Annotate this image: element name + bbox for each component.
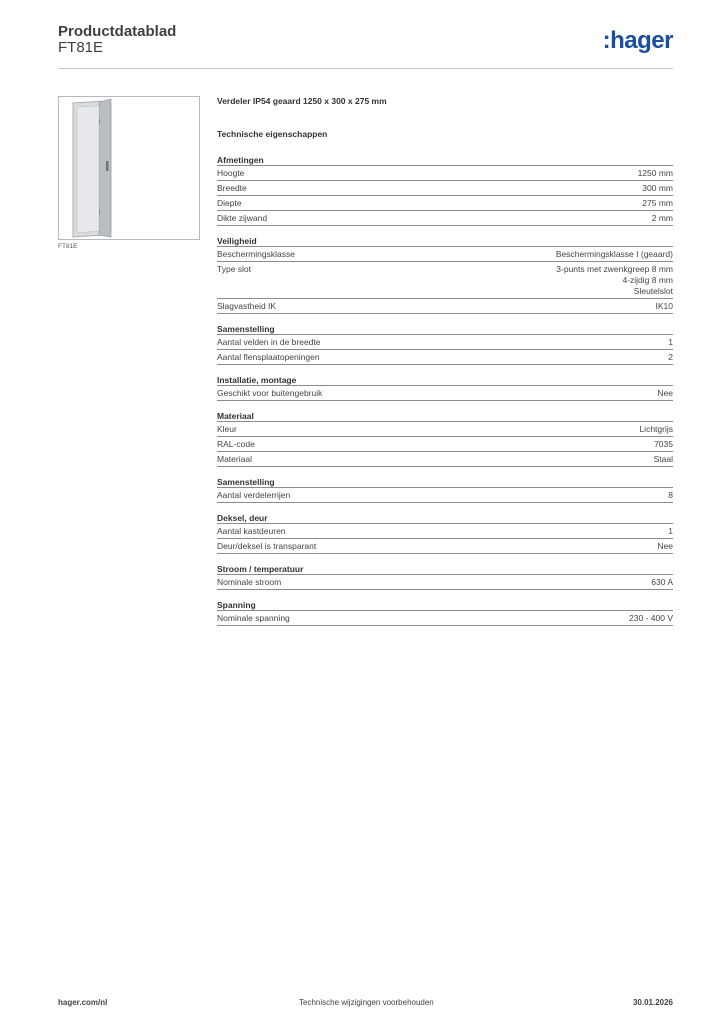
spec-value-line: 275 mm (642, 198, 673, 208)
spec-section-title: Materiaal (217, 411, 673, 422)
spec-value-line: Beschermingsklasse I (geaard) (555, 249, 673, 259)
spec-row (217, 196, 673, 211)
spec-label: Aantal velden in de breedte (217, 337, 321, 347)
spec-row (217, 524, 673, 539)
hager-logo (603, 26, 673, 56)
header-divider (58, 68, 673, 69)
spec-section-title: Afmetingen (217, 155, 673, 166)
spec-value-line: IK10 (655, 301, 673, 311)
spec-value-line: 2 (668, 352, 673, 362)
spec-label: Nominale stroom (217, 577, 282, 587)
spec-label: Hoogte (217, 168, 245, 178)
spec-row (217, 166, 673, 181)
spec-value (657, 388, 673, 399)
spec-value (638, 168, 673, 179)
spec-value-line: 1 (668, 526, 673, 536)
spec-label: Diepte (217, 198, 242, 208)
spec-value (668, 352, 673, 363)
spec-label: Beschermingsklasse (217, 249, 295, 259)
spec-value-line: 2 mm (651, 213, 673, 223)
spec-value-line: 230 - 400 V (629, 613, 673, 623)
spec-row (217, 247, 673, 262)
spec-value (654, 439, 673, 450)
spec-value (668, 526, 673, 537)
spec-value-line: Lichtgrijs (639, 424, 673, 434)
spec-value (668, 490, 673, 501)
section-heading: Technische eigenschappen (217, 129, 328, 139)
spec-label: Type slot (217, 264, 252, 274)
spec-section (217, 600, 673, 626)
spec-label: Aantal kastdeuren (217, 526, 286, 536)
footer-date: 30.01.2026 (632, 998, 673, 1007)
spec-section (217, 324, 673, 365)
spec-value-line: 1250 mm (637, 168, 673, 178)
spec-value (556, 264, 673, 297)
spec-value (642, 198, 673, 209)
document-title: Productdatablad (58, 23, 177, 40)
spec-row (217, 211, 673, 226)
spec-row (217, 386, 673, 401)
spec-value-line: 630 A (651, 577, 673, 587)
distribution-cabinet-illustration (59, 97, 199, 239)
spec-label: Breedte (217, 183, 247, 193)
spec-value-line: 1 (668, 337, 673, 347)
spec-label: Dikte zijwand (217, 213, 268, 223)
spec-section (217, 155, 673, 226)
spec-section-title: Installatie, montage (217, 375, 673, 386)
spec-row (217, 575, 673, 590)
spec-label: Kleur (217, 424, 237, 434)
spec-section (217, 375, 673, 401)
spec-section-title: Stroom / temperatuur (217, 564, 673, 575)
spec-value-line: Nee (657, 388, 673, 398)
spec-label: Slagvastheid IK (217, 301, 277, 311)
spec-value (642, 183, 673, 194)
spec-row (217, 335, 673, 350)
spec-section (217, 564, 673, 590)
spec-value-line: Sleutelslot (633, 286, 673, 296)
spec-label: Aantal flensplaatopeningen (217, 352, 320, 362)
footer-website: hager.com/nl (58, 998, 108, 1007)
spec-row (217, 262, 673, 299)
spec-value (654, 454, 673, 465)
spec-label: Materiaal (217, 454, 252, 464)
product-title: Verdeler IP54 geaard 1250 x 300 x 275 mm (217, 96, 387, 106)
spec-row (217, 539, 673, 554)
spec-section (217, 411, 673, 467)
product-code: FT81E (58, 39, 104, 56)
spec-section-title: Spanning (217, 600, 673, 611)
spec-value (629, 613, 673, 624)
spec-row (217, 299, 673, 314)
spec-row (217, 488, 673, 503)
product-image (58, 96, 200, 240)
spec-value-line: Staal (653, 454, 673, 464)
spec-section (217, 477, 673, 503)
specifications (217, 96, 673, 626)
spec-section (217, 513, 673, 554)
spec-value (657, 541, 673, 552)
spec-section-title: Deksel, deur (217, 513, 673, 524)
spec-value (651, 577, 673, 588)
spec-value-line: Nee (657, 541, 673, 551)
page-header (58, 20, 673, 68)
spec-value-line: 300 mm (642, 183, 673, 193)
spec-label: Deur/deksel is transparant (217, 541, 317, 551)
hager-logo-text: :hager (602, 27, 673, 54)
spec-value (556, 249, 673, 260)
spec-section-title: Samenstelling (217, 324, 673, 335)
spec-value (639, 424, 673, 435)
spec-value-line: 4-zijdig 8 mm (622, 275, 673, 285)
spec-value-line: 3-punts met zwenkgreep 8 mm (556, 264, 673, 274)
spec-value (668, 337, 673, 348)
spec-row (217, 181, 673, 196)
spec-row (217, 350, 673, 365)
spec-section-title: Samenstelling (217, 477, 673, 488)
spec-row (217, 437, 673, 452)
spec-value-line: 7035 (654, 439, 673, 449)
spec-section-title: Veiligheid (217, 236, 673, 247)
spec-row (217, 611, 673, 626)
spec-sections (217, 155, 673, 626)
spec-section (217, 236, 673, 314)
spec-row (217, 422, 673, 437)
spec-value (656, 301, 674, 312)
spec-label: Geschikt voor buitengebruik (217, 388, 323, 398)
footer-disclaimer: Technische wijzigingen voorbehouden (299, 998, 434, 1007)
spec-value (652, 213, 673, 224)
spec-value-line: 8 (668, 490, 673, 500)
image-caption: FT81E (58, 243, 78, 250)
spec-label: Nominale spanning (217, 613, 290, 623)
spec-row (217, 452, 673, 467)
spec-label: RAL-code (217, 439, 255, 449)
spec-label: Aantal verdelerrijen (217, 490, 291, 500)
